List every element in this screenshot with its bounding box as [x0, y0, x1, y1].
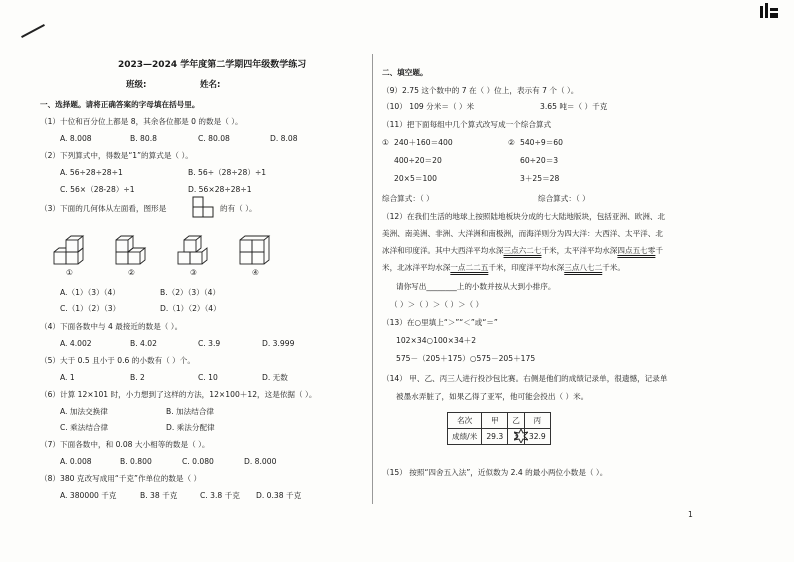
q1-option-d: D. 8.08	[270, 134, 298, 143]
header-cell: 名次	[448, 413, 482, 429]
q7-option-a: A. 0.008	[60, 457, 92, 466]
section1-heading: 一、选择题。请将正确答案的字母填在括号里。	[40, 100, 200, 109]
q13-row2: 575－（205＋175）○575－205＋175	[396, 354, 536, 363]
cube-figure-2	[114, 234, 148, 268]
q11-group1-label: ①	[382, 138, 389, 147]
q11-combined-right: 综合算式：（ ）	[538, 194, 590, 203]
left-view-shape-icon	[192, 196, 214, 218]
q5-option-a: A. 1	[60, 373, 75, 382]
pen-stroke-mark	[21, 24, 45, 38]
figure-label-1: ①	[66, 268, 73, 277]
section2-heading: 二、填空题。	[382, 68, 428, 77]
q3-option-b: B.（2）（3）（4）	[160, 288, 221, 297]
q8-stem: （8）380 克改写成用“千克”作单位的数是（ ）	[40, 474, 202, 483]
q2-stem: （2）下列算式中，得数是“1”的算式是（ ）。	[40, 151, 193, 160]
q1-stem: （1）十位和百分位上都是 8，其余各位都是 0 的数是（ ）。	[40, 117, 243, 126]
figure-label-2: ②	[128, 268, 135, 277]
ink-blot-cell: 3	[508, 429, 525, 445]
q3-option-d: D.（1）（2）（4）	[160, 304, 221, 313]
q3-option-c: C.（1）（2）（3）	[60, 304, 121, 313]
q6-option-b: B. 加法结合律	[166, 407, 215, 416]
name-label: 姓名:	[200, 80, 221, 90]
q8-option-b: B. 38 千克	[140, 491, 178, 500]
corner-logo-icon	[758, 2, 780, 20]
q8-option-d: D. 0.38 千克	[256, 491, 302, 500]
q2-option-d: D. 56×28÷28÷1	[188, 185, 252, 194]
q11-group2-line3: 3＋25＝28	[520, 174, 560, 183]
q6-stem: （6）计算 12×101 时，小力想到了这样的方法，12×100＋12，这是依据（ ）。	[40, 390, 317, 399]
q15-text: （15） 按照“四舍五入法”，近似数为 2.4 的最小两位小数是（ ）。	[382, 468, 608, 477]
q12-instruction: 请你写出________上的小数并按从大到小排序。	[396, 282, 556, 291]
q14-line1: （14） 甲、乙、丙三人进行投沙包比赛。右侧是他们的成绩记录单，很遗憾，记录单	[382, 374, 668, 383]
q4-option-c: C. 3.9	[198, 339, 221, 348]
q7-option-b: B. 0.800	[120, 457, 152, 466]
table-row	[448, 413, 551, 429]
q7-option-d: D. 8.000	[244, 457, 277, 466]
q7-stem: （7）下面各数中，和 0.08 大小相等的数是（ ）。	[40, 440, 210, 449]
value-cell: 32.9	[524, 429, 550, 445]
header-cell: 乙	[508, 413, 525, 429]
page-number: 1	[688, 510, 693, 519]
q11-group2-line1: 540÷9＝60	[520, 138, 563, 147]
column-divider	[372, 54, 373, 504]
ink-blot-icon	[514, 429, 528, 443]
score-record-table	[447, 412, 551, 445]
q12-line3: 冰洋和印度洋。其中大西洋平均水深三点六二七千米，太平洋平均水深四点五七零千	[382, 246, 663, 255]
q6-option-c: C. 乘法结合律	[60, 423, 109, 432]
figure-label-4: ④	[252, 268, 259, 277]
row-label-cell: 成绩/米	[448, 429, 482, 445]
q5-stem: （5）大于 0.5 且小于 0.6 的小数有（ ）个。	[40, 356, 195, 365]
q10-part-a: （10） 109 分米＝（ ）米	[382, 102, 475, 111]
q6-option-d: D. 乘法分配律	[166, 423, 215, 432]
header-cell: 丙	[524, 413, 550, 429]
q13-stem: （13）在○里填上“＞”“＜”或“＝”	[382, 318, 498, 327]
q12-line2: 美洲、南美洲、非洲、大洋洲和南极洲，而海洋则分为四大洋：大西洋、太平洋、北	[382, 229, 663, 238]
value-cell: 29.3	[482, 429, 508, 445]
q3-option-a: A.（1）（3）（4）	[60, 288, 120, 297]
cube-figure-4	[238, 234, 278, 268]
header-cell: 甲	[482, 413, 508, 429]
q11-group1-line2: 400÷20＝20	[394, 156, 442, 165]
q12-line1: （12）在我们生活的地球上按照陆地板块分成的七大陆地版块，包括亚洲、欧洲、北	[382, 212, 666, 221]
q5-option-c: C. 10	[198, 373, 218, 382]
q11-group2-label: ②	[508, 138, 515, 147]
page-title: 2023—2024 学年度第二学期四年级数学练习	[118, 60, 307, 70]
q11-group2-line2: 60÷20＝3	[520, 156, 559, 165]
q4-option-b: B. 4.02	[130, 339, 157, 348]
q11-combined-left: 综合算式：（ ）	[382, 194, 434, 203]
q4-stem: （4）下面各数中与 4 最接近的数是（ ）。	[40, 322, 183, 331]
table-row	[448, 429, 551, 445]
q3-stem: （3）下面的几何体从左面看，图形是	[40, 204, 167, 213]
q7-option-c: C. 0.080	[182, 457, 214, 466]
q4-option-a: A. 4.002	[60, 339, 92, 348]
q2-option-b: B. 56÷（28÷28）÷1	[188, 168, 267, 177]
q11-stem: （11）把下面每组中几个算式改写成一个综合算式	[382, 120, 552, 129]
cube-figure-1	[52, 234, 92, 268]
q1-option-b: B. 80.8	[130, 134, 157, 143]
q1-option-c: C. 80.08	[198, 134, 230, 143]
q8-option-c: C. 3.8 千克	[200, 491, 240, 500]
q3-stem-tail: 的有（ ）。	[220, 204, 257, 213]
q10-part-b: 3.65 吨＝（ ）千克	[540, 102, 608, 111]
q13-row1: 102×34○100×34＋2	[396, 336, 477, 345]
q1-option-a: A. 8.008	[60, 134, 92, 143]
q8-option-a: A. 380000 千克	[60, 491, 117, 500]
q4-option-d: D. 3.999	[262, 339, 295, 348]
q5-option-d: D. 无数	[262, 373, 288, 382]
cube-figure-3	[176, 234, 210, 268]
q6-option-a: A. 加法交换律	[60, 407, 108, 416]
q2-option-a: A. 56÷28÷28÷1	[60, 168, 123, 177]
q11-group1-line3: 20×5＝100	[394, 174, 437, 183]
q2-option-c: C. 56×（28-28）÷1	[60, 185, 135, 194]
q12-answer-blanks: （ ）＞（ ）＞（ ）＞（ ）	[390, 300, 484, 309]
q12-line4: 米，北冰洋平均水深一点二二五千米，印度洋平均水深三点八七二千米。	[382, 263, 625, 272]
q14-line2: 被墨水弄脏了，如果乙得了亚军，他可能会投出（ ）米。	[396, 392, 589, 401]
class-label: 班级:	[126, 80, 147, 90]
q5-option-b: B. 2	[130, 373, 145, 382]
figure-label-3: ③	[190, 268, 197, 277]
q11-group1-line1: 240＋160＝400	[394, 138, 453, 147]
q9-text: （9）2.75 这个数中的 7 在（ ）位上，表示有 7 个（ ）。	[382, 86, 579, 95]
